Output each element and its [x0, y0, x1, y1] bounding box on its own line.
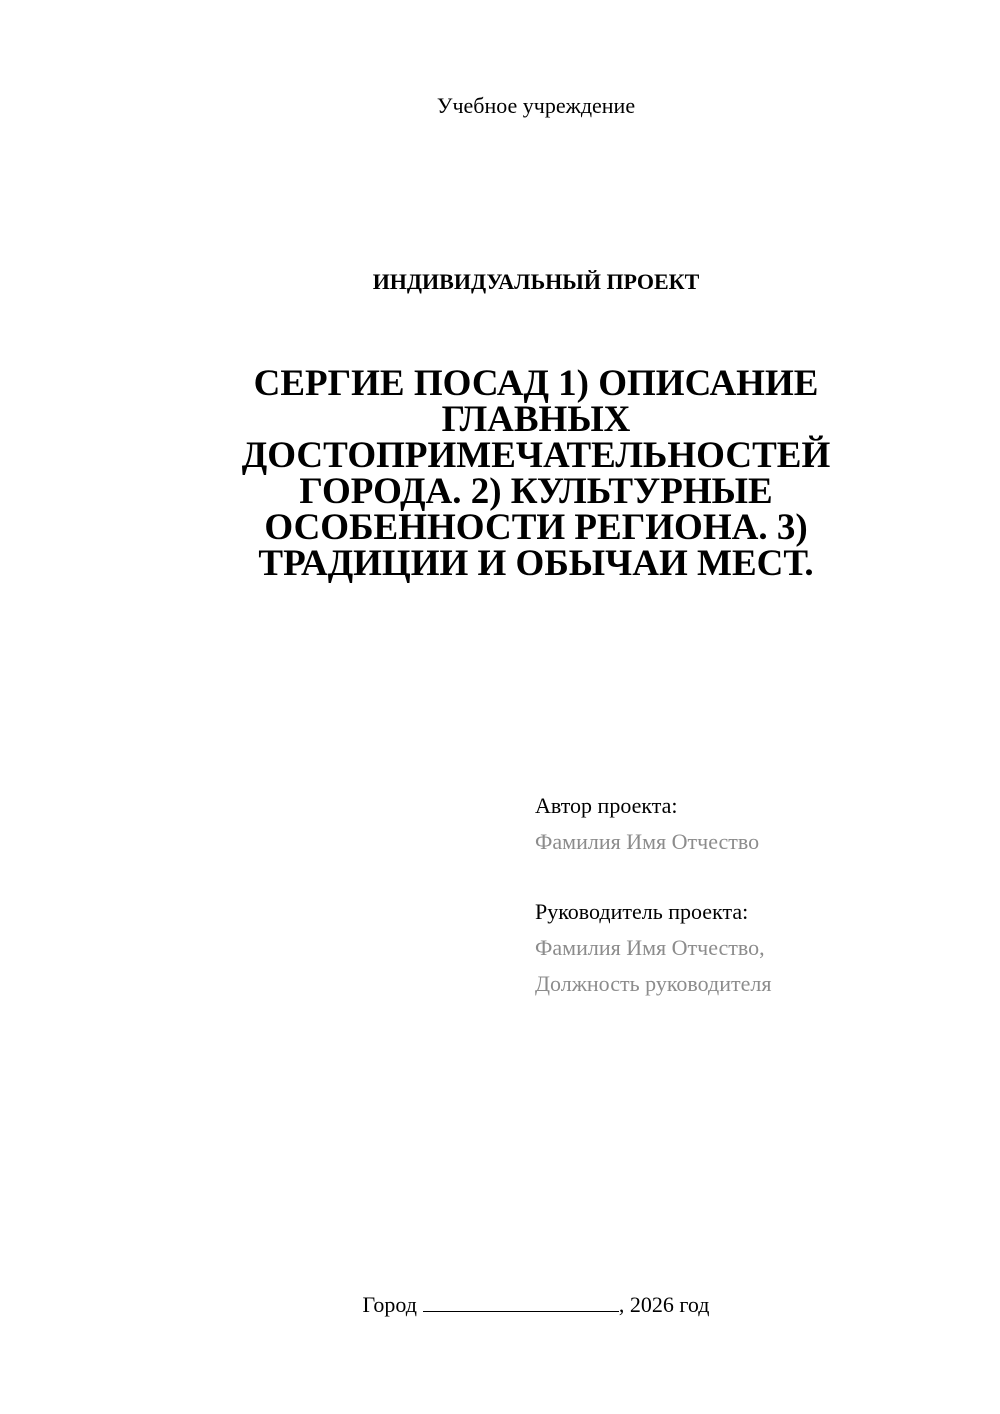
project-title — [215, 363, 857, 584]
supervisor-label: Руководитель проекта: — [535, 899, 749, 924]
footer-city-year — [0, 1290, 1000, 1320]
project-title-line: ГЛАВНЫХ — [441, 399, 631, 440]
supervisor-name: Фамилия Имя Отчество, — [535, 935, 765, 960]
spacer — [535, 860, 975, 894]
document-type: ИНДИВИДУАЛЬНЫЙ ПРОЕКТ — [372, 269, 700, 294]
author-label: Автор проекта: — [535, 793, 678, 818]
credits-block — [535, 788, 975, 1002]
city-blank-line — [423, 1293, 619, 1312]
project-title-line: ДОСТОПРИМЕЧАТЕЛЬНОСТЕЙ — [241, 435, 831, 476]
project-title-line: ГОРОДА. 2) КУЛЬТУРНЫЕ — [299, 471, 773, 512]
project-title-line: СЕРГИЕ ПОСАД 1) ОПИСАНИЕ — [253, 363, 819, 404]
year-text: , 2026 год — [618, 1292, 710, 1317]
city-label: Город — [362, 1292, 417, 1317]
institution-name: Учебное учреждение — [436, 93, 636, 118]
project-title-line: ОСОБЕННОСТИ РЕГИОНА. 3) — [264, 507, 808, 548]
project-title-line: ТРАДИЦИИ И ОБЫЧАИ МЕСТ. — [258, 543, 814, 584]
author-name: Фамилия Имя Отчество — [535, 829, 760, 854]
supervisor-position: Должность руководителя — [535, 971, 772, 996]
